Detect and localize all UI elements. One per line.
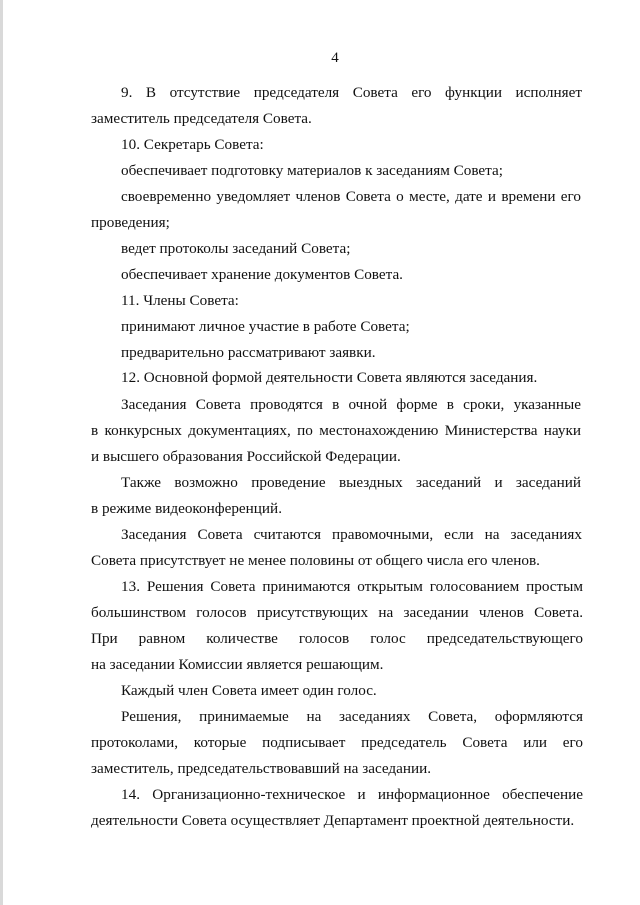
- text-line: 14. Организационно-техническое и информационное обеспечение: [121, 786, 583, 803]
- text-line: в конкурсных документациях, по местонахождению Министерства науки: [91, 422, 581, 439]
- text-line: Заседания Совета считаются правомочными, если на заседаниях: [121, 526, 582, 543]
- text-line: 13. Решения Совета принимаются открытым голосованием простым: [121, 578, 583, 595]
- text-line: Каждый член Совета имеет один голос.: [121, 682, 377, 699]
- text-line: Совета присутствует не менее половины от общего числа его членов.: [91, 552, 540, 569]
- page-number: 4: [331, 50, 339, 66]
- text-line: принимают личное участие в работе Совета;: [121, 318, 410, 335]
- text-line: ведет протоколы заседаний Совета;: [121, 240, 351, 257]
- text-line: и высшего образования Российской Федерации.: [91, 448, 401, 465]
- text-line: При равном количестве голосов голос председательствующего: [91, 630, 583, 647]
- text-line: заместитель председателя Совета.: [91, 110, 312, 127]
- text-line: 9. В отсутствие председателя Совета его функции исполняет: [121, 84, 582, 101]
- text-line: своевременно уведомляет членов Совета о месте, дате и времени его: [121, 188, 581, 205]
- text-line: заместитель, председательствовавший на заседании.: [91, 760, 432, 777]
- text-line: проведения;: [91, 214, 170, 231]
- text-line: предварительно рассматривают заявки.: [121, 344, 376, 361]
- text-line: обеспечивает подготовку материалов к заседаниям Совета;: [121, 162, 503, 179]
- text-line: 11. Члены Совета:: [121, 292, 239, 309]
- text-line: Решения, принимаемые на заседаниях Совета, оформляются: [121, 708, 583, 725]
- text-line: большинством голосов присутствующих на заседании членов Совета.: [91, 604, 583, 621]
- text-line: 10. Секретарь Совета:: [121, 136, 264, 153]
- text-line: в режиме видеоконференций.: [91, 500, 282, 517]
- text-line: Заседания Совета проводятся в очной форме в сроки, указанные: [121, 396, 581, 413]
- text-line: Также возможно проведение выездных заседаний и заседаний: [121, 474, 581, 491]
- text-line: деятельности Совета осуществляет Департамент проектной деятельности.: [91, 812, 575, 829]
- page-left-edge: [0, 0, 3, 905]
- text-line: обеспечивает хранение документов Совета.: [121, 266, 403, 283]
- text-line: на заседании Комиссии является решающим.: [91, 656, 384, 673]
- text-line: 12. Основной формой деятельности Совета являются заседания.: [121, 369, 538, 386]
- text-line: протоколами, которые подписывает председатель Совета или его: [91, 734, 583, 751]
